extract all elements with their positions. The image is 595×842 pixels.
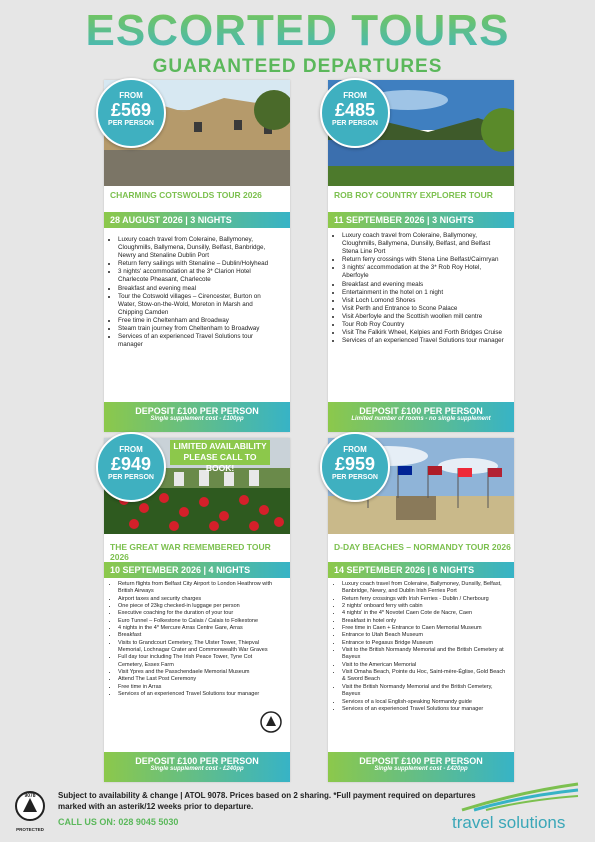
list-item: • Luxury coach travel from Coleraine, Ballymoney, Dunsilly, Belfast, Banbridge, Newry, and Dublin Irish Ferries Port: [342, 581, 506, 596]
list-item: • Return ferry sailings with Stenaline – Dublin/Holyhead: [118, 260, 276, 268]
list-item: • Visit Aberfoyle and the Scottish woollen mill centre: [342, 313, 504, 321]
price-from: FROM: [119, 445, 143, 454]
list-item: • 2 nights' onboard ferry with cabin: [342, 603, 506, 610]
list-item: • Visit Perth and Entrance to Scone Palace: [342, 305, 504, 313]
list-item: • Visit Omaha Beach, Pointe du Hoc, Saint-mère-Église, Gold Beach & Sword Beach: [342, 669, 506, 684]
deposit-bar: [328, 402, 514, 432]
price-value: £485: [334, 100, 376, 120]
atol-number: 9078: [24, 793, 36, 799]
list-item: • Services of an experienced Travel Solutions tour manager: [118, 691, 276, 698]
list-item: • Services of an experienced Travel Solutions tour manager: [118, 333, 276, 349]
list-item: • Entrance to Utah Beach Museum: [342, 632, 506, 639]
list-item: • Visit to the British Normandy Memorial and the British Cemetery at Bayeux: [342, 647, 506, 662]
tour-name: D-DAY BEACHES – NORMANDY TOUR 2026: [334, 542, 511, 552]
deposit-bar: [104, 402, 290, 432]
price-per: PER PERSON: [108, 474, 154, 481]
price-badge: [96, 78, 166, 148]
list-item: • Executive coaching for the duration of your tour: [118, 610, 276, 617]
phone-number[interactable]: CALL US ON: 028 9045 5030: [58, 817, 179, 827]
terms-text: Subject to availability & change | ATOL 9078. Prices based on 2 sharing. *Full payment required on departures marked with an asterik/12 weeks prior to departure.: [58, 791, 476, 811]
price-badge: [96, 432, 166, 502]
deposit-text: DEPOSIT £100 PER PERSON: [359, 406, 483, 416]
banner-line-1: LIMITED AVAILABILITY: [173, 441, 267, 451]
supplement-note: Single supplement cost - £100pp: [150, 416, 244, 422]
deposit-bar: [328, 752, 514, 782]
supplement-note: Single supplement cost - £240pp: [150, 766, 244, 772]
tour-itinerary-list: [328, 581, 506, 713]
price-per: PER PERSON: [332, 474, 378, 481]
price-from: FROM: [119, 91, 143, 100]
tour-date-bar: 11 SEPTEMBER 2026 | 3 NIGHTS: [328, 212, 514, 228]
tour-itinerary-list: [328, 232, 504, 345]
atol-badge-icon: [260, 710, 282, 736]
tour-name: ROB ROY COUNTRY EXPLORER TOUR: [334, 190, 493, 200]
page-title: ESCORTED TOURS: [0, 6, 595, 56]
supplement-note: Single supplement cost - £420pp: [374, 766, 468, 772]
price-value: £949: [110, 454, 152, 474]
list-item: • Steam train journey from Cheltenham to Broadway: [118, 325, 276, 333]
limited-availability-banner: [170, 440, 270, 473]
supplement-note: Limited number of rooms - no single supplement: [351, 416, 491, 422]
list-item: • Visit Ypres and the Passchendaele Memorial Museum: [118, 669, 276, 676]
list-item: • Breakfast: [118, 632, 276, 639]
list-item: • 4 nights' in the 4* Novotel Caen Cote de Nacre, Caen: [342, 610, 506, 617]
list-item: • Luxury coach travel from Coleraine, Ballymoney, Cloughmills, Ballymena, Dunsilly, Belfast, and Belfast Stena Line Port: [342, 232, 504, 256]
price-per: PER PERSON: [108, 120, 154, 127]
atol-protected-label: PROTECTED: [16, 827, 44, 832]
list-item: • Luxury coach travel from Coleraine, Ballymoney, Cloughmills, Ballymena, Dunsilly, Belfast, Banbridge, Newry and Stenaline Dublin Port: [118, 236, 276, 260]
price-per: PER PERSON: [332, 120, 378, 127]
list-item: • Visit The Falkirk Wheel, Kelpies and Forth Bridges Cruise: [342, 329, 504, 337]
list-item: • Attend The Last Post Ceremony: [118, 676, 276, 683]
list-item: • Services of an experienced Travel Solutions tour manager: [342, 337, 504, 345]
list-item: • Tour the Cotswold villages – Cirencester, Burton on Water, Stow-on-the-Wold, Moreton in Marsh and Chipping Camden: [118, 293, 276, 317]
tour-date-bar: 14 SEPTEMBER 2026 | 6 NIGHTS: [328, 562, 514, 578]
deposit-text: DEPOSIT £100 PER PERSON: [135, 756, 259, 766]
list-item: • Airport taxes and security charges: [118, 596, 276, 603]
list-item: • Entrance to Pegasus Bridge Museum: [342, 640, 506, 647]
tour-name: THE GREAT WAR REMEMBERED TOUR 2026: [110, 542, 271, 562]
list-item: • Full day tour including The Irish Peace Tower, Tyne Cot Cemetery, Essex Farm: [118, 654, 276, 669]
list-item: • 3 nights' accommodation at the 3* Rob Roy Hotel, Aberfoyle: [342, 264, 504, 280]
tour-itinerary-list: [104, 236, 276, 349]
price-badge: [320, 432, 390, 502]
list-item: • Visit to the American Memorial: [342, 662, 506, 669]
atol-protected-logo: [14, 790, 46, 830]
travel-solutions-swoosh-icon: [460, 782, 580, 812]
list-item: • One piece of 23kg checked-in luggage per person: [118, 603, 276, 610]
list-item: • Visit the British Normandy Memorial and the British Cemetery, Bayeux: [342, 684, 506, 699]
price-badge: [320, 78, 390, 148]
deposit-text: DEPOSIT £100 PER PERSON: [135, 406, 259, 416]
tour-name: CHARMING COTSWOLDS TOUR 2026: [110, 190, 262, 200]
tour-date-bar: 10 SEPTEMBER 2026 | 4 NIGHTS: [104, 562, 290, 578]
deposit-text: DEPOSIT £100 PER PERSON: [359, 756, 483, 766]
list-item: • Return ferry crossings with Irish Ferries - Dublin / Cherbourg: [342, 596, 506, 603]
list-item: • Breakfast and evening meals: [342, 281, 504, 289]
list-item: • 3 nights' accommodation at the 3* Clarion Hotel Charlecote Pheasant, Charlecote: [118, 268, 276, 284]
price-from: FROM: [343, 91, 367, 100]
list-item: • Return ferry crossings with Stena Line Belfast/Cairnryan: [342, 256, 504, 264]
banner-line-2: PLEASE CALL TO BOOK!: [183, 452, 257, 473]
list-item: • 4 nights in the 4* Mercure Arras Centre Gare, Arras: [118, 625, 276, 632]
page-subtitle: GUARANTEED DEPARTURES: [152, 56, 443, 77]
brand-logo: travel solutions: [452, 813, 566, 832]
list-item: • Return flights from Belfast City Airport to London Heathrow with British Airways: [118, 581, 276, 596]
list-item: • Services of a local English-speaking Normandy guide: [342, 699, 506, 706]
tour-date-bar: 28 AUGUST 2026 | 3 NIGHTS: [104, 212, 290, 228]
list-item: • Visit Loch Lomond Shores: [342, 297, 504, 305]
list-item: • Breakfast in hotel only: [342, 618, 506, 625]
list-item: • Tour Rob Roy Country: [342, 321, 504, 329]
price-from: FROM: [343, 445, 367, 454]
price-value: £569: [110, 100, 152, 120]
deposit-bar: [104, 752, 290, 782]
list-item: • Entertainment in the hotel on 1 night: [342, 289, 504, 297]
list-item: • Free time in Cheltenham and Broadway: [118, 317, 276, 325]
list-item: • Breakfast and evening meal: [118, 285, 276, 293]
list-item: • Visits to Grandcourt Cemetery, The Ulster Tower, Thiepval Memorial, Lochnagar Crater and Commonwealth War Graves: [118, 640, 276, 655]
list-item: • Services of an experienced Travel Solutions tour manager: [342, 706, 506, 713]
list-item: • Euro Tunnel – Folkestone to Calais / Calais to Folkestone: [118, 618, 276, 625]
list-item: • Free time in Caen + Entrance to Caen Memorial Museum: [342, 625, 506, 632]
tour-itinerary-list: [104, 581, 276, 699]
price-value: £959: [334, 454, 376, 474]
list-item: • Free time in Arras: [118, 684, 276, 691]
